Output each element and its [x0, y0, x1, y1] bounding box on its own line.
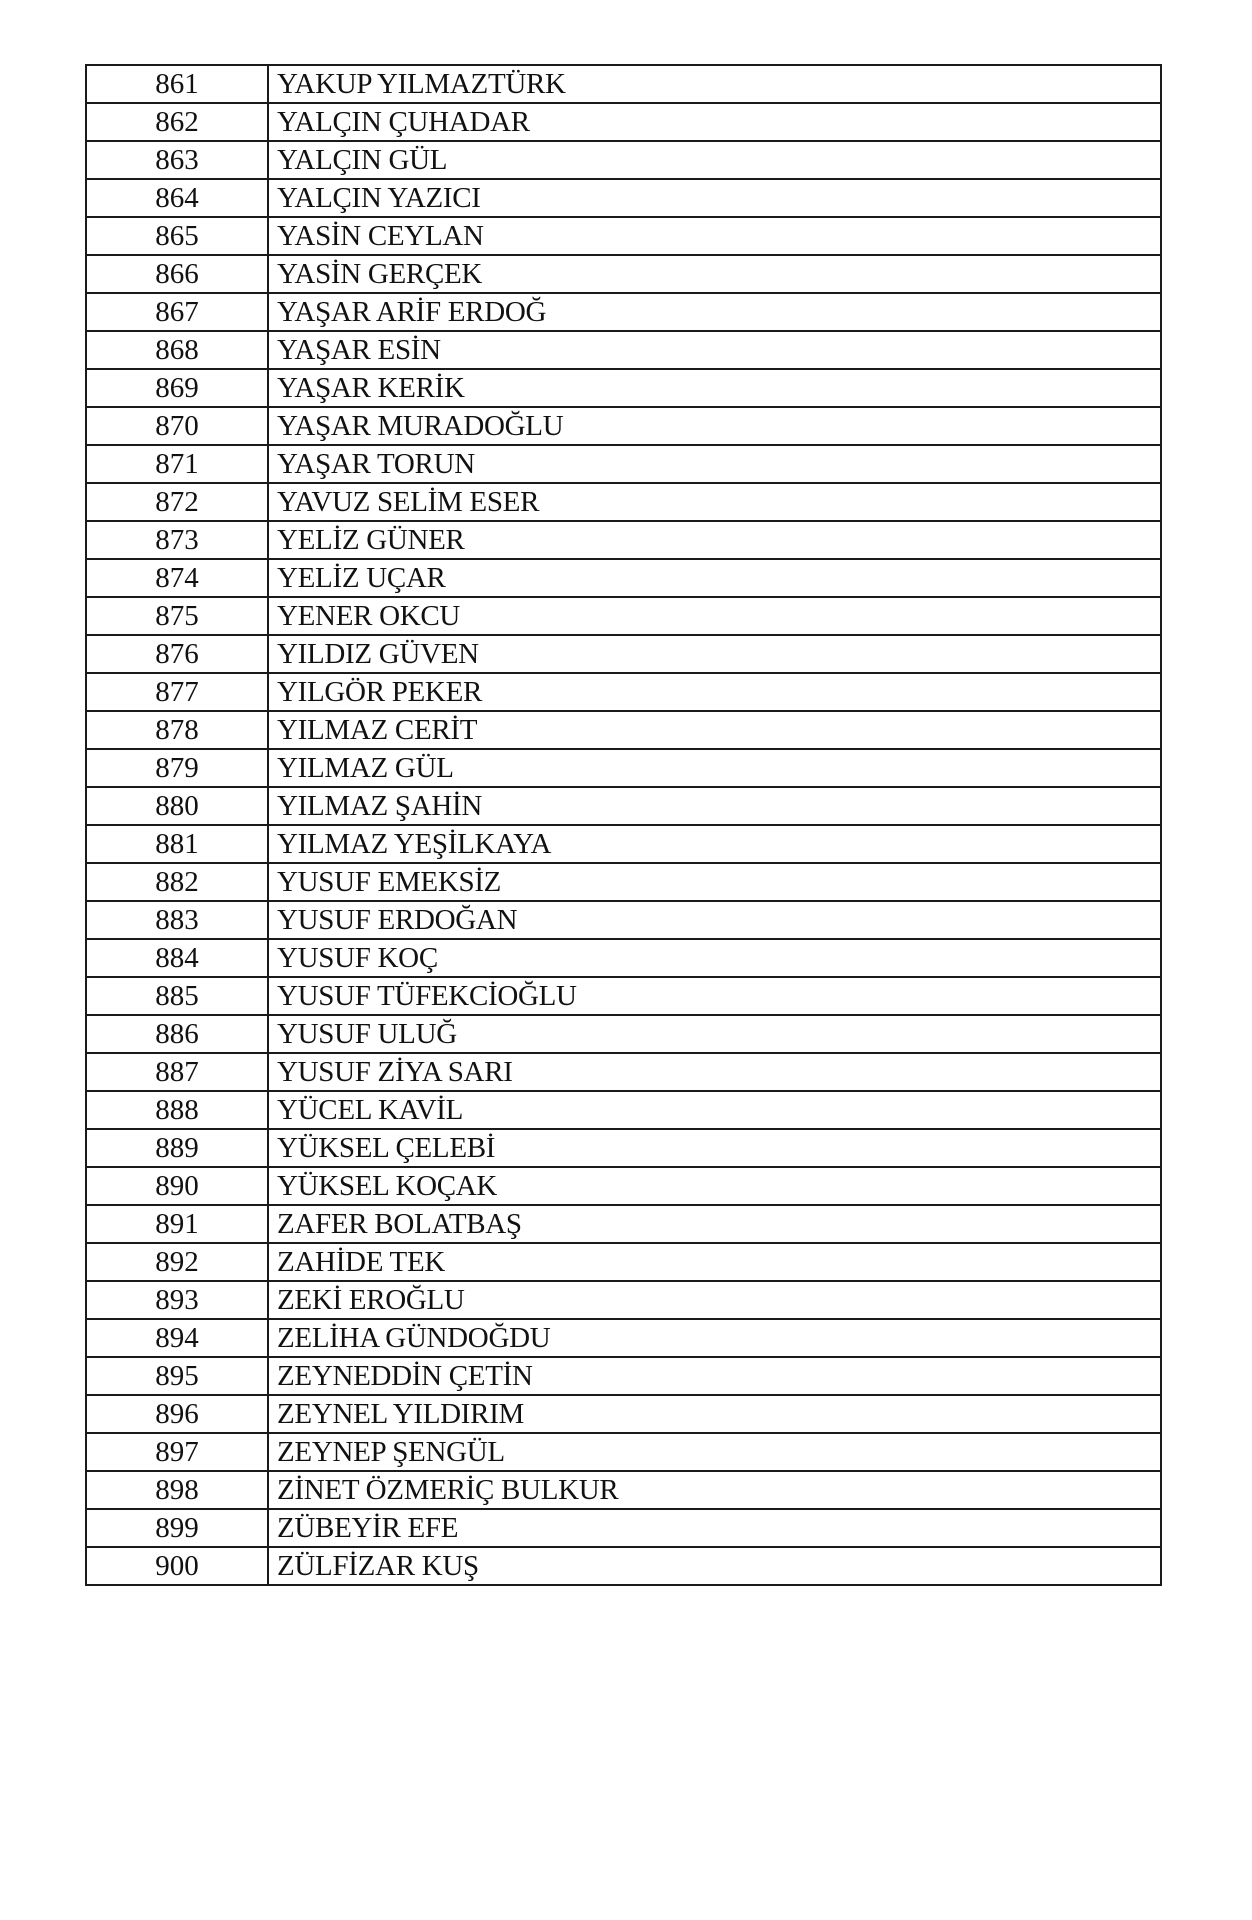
- person-name-cell: ZEYNEL YILDIRIM: [268, 1395, 1161, 1433]
- row-number-cell: 872: [86, 483, 268, 521]
- table-row: [86, 1319, 1161, 1357]
- row-number-cell: 881: [86, 825, 268, 863]
- table-row: [86, 255, 1161, 293]
- table-row: [86, 1243, 1161, 1281]
- person-name-cell: ZEYNEDDİN ÇETİN: [268, 1357, 1161, 1395]
- row-number-cell: 866: [86, 255, 268, 293]
- table-row: [86, 711, 1161, 749]
- row-number-cell: 875: [86, 597, 268, 635]
- table-row: [86, 1471, 1161, 1509]
- table-row: [86, 597, 1161, 635]
- row-number-cell: 877: [86, 673, 268, 711]
- row-number-cell: 869: [86, 369, 268, 407]
- person-name-cell: YUSUF ULUĞ: [268, 1015, 1161, 1053]
- person-name-cell: YAKUP YILMAZTÜRK: [268, 65, 1161, 103]
- person-name-cell: YASİN GERÇEK: [268, 255, 1161, 293]
- person-name-cell: YAŞAR ARİF ERDOĞ: [268, 293, 1161, 331]
- table-row: [86, 1547, 1161, 1585]
- table-row: [86, 65, 1161, 103]
- row-number-cell: 885: [86, 977, 268, 1015]
- person-name-cell: YELİZ UÇAR: [268, 559, 1161, 597]
- person-name-cell: YAŞAR ESİN: [268, 331, 1161, 369]
- person-name-cell: ZÜLFİZAR KUŞ: [268, 1547, 1161, 1585]
- table-row: [86, 559, 1161, 597]
- person-name-cell: ZAHİDE TEK: [268, 1243, 1161, 1281]
- person-name-cell: YAŞAR KERİK: [268, 369, 1161, 407]
- person-name-cell: ZAFER BOLATBAŞ: [268, 1205, 1161, 1243]
- name-list-body: [86, 65, 1161, 1585]
- table-row: [86, 103, 1161, 141]
- table-row: [86, 939, 1161, 977]
- row-number-cell: 863: [86, 141, 268, 179]
- person-name-cell: YAŞAR TORUN: [268, 445, 1161, 483]
- table-row: [86, 1509, 1161, 1547]
- person-name-cell: ZEKİ EROĞLU: [268, 1281, 1161, 1319]
- row-number-cell: 891: [86, 1205, 268, 1243]
- person-name-cell: YAVUZ SELİM ESER: [268, 483, 1161, 521]
- table-row: [86, 1205, 1161, 1243]
- table-row: [86, 369, 1161, 407]
- row-number-cell: 897: [86, 1433, 268, 1471]
- row-number-cell: 879: [86, 749, 268, 787]
- row-number-cell: 865: [86, 217, 268, 255]
- table-row: [86, 1091, 1161, 1129]
- table-row: [86, 673, 1161, 711]
- table-row: [86, 217, 1161, 255]
- table-row: [86, 1395, 1161, 1433]
- person-name-cell: YILMAZ YEŞİLKAYA: [268, 825, 1161, 863]
- row-number-cell: 895: [86, 1357, 268, 1395]
- person-name-cell: YUSUF KOÇ: [268, 939, 1161, 977]
- table-row: [86, 331, 1161, 369]
- row-number-cell: 889: [86, 1129, 268, 1167]
- row-number-cell: 867: [86, 293, 268, 331]
- table-row: [86, 179, 1161, 217]
- row-number-cell: 893: [86, 1281, 268, 1319]
- person-name-cell: ZELİHA GÜNDOĞDU: [268, 1319, 1161, 1357]
- row-number-cell: 898: [86, 1471, 268, 1509]
- table-row: [86, 445, 1161, 483]
- row-number-cell: 861: [86, 65, 268, 103]
- table-row: [86, 1167, 1161, 1205]
- row-number-cell: 874: [86, 559, 268, 597]
- person-name-cell: YELİZ GÜNER: [268, 521, 1161, 559]
- table-row: [86, 749, 1161, 787]
- row-number-cell: 886: [86, 1015, 268, 1053]
- table-row: [86, 901, 1161, 939]
- row-number-cell: 899: [86, 1509, 268, 1547]
- table-row: [86, 407, 1161, 445]
- row-number-cell: 900: [86, 1547, 268, 1585]
- person-name-cell: YUSUF TÜFEKCİOĞLU: [268, 977, 1161, 1015]
- row-number-cell: 873: [86, 521, 268, 559]
- table-row: [86, 1357, 1161, 1395]
- name-list-table: [85, 64, 1162, 1586]
- person-name-cell: YILMAZ ŞAHİN: [268, 787, 1161, 825]
- row-number-cell: 892: [86, 1243, 268, 1281]
- person-name-cell: YÜKSEL ÇELEBİ: [268, 1129, 1161, 1167]
- person-name-cell: YUSUF EMEKSİZ: [268, 863, 1161, 901]
- person-name-cell: YILMAZ CERİT: [268, 711, 1161, 749]
- row-number-cell: 883: [86, 901, 268, 939]
- person-name-cell: YÜCEL KAVİL: [268, 1091, 1161, 1129]
- person-name-cell: YÜKSEL KOÇAK: [268, 1167, 1161, 1205]
- person-name-cell: YILGÖR PEKER: [268, 673, 1161, 711]
- person-name-cell: YASİN CEYLAN: [268, 217, 1161, 255]
- table-row: [86, 293, 1161, 331]
- table-row: [86, 1433, 1161, 1471]
- row-number-cell: 868: [86, 331, 268, 369]
- table-row: [86, 863, 1161, 901]
- person-name-cell: YUSUF ZİYA SARI: [268, 1053, 1161, 1091]
- person-name-cell: YILMAZ GÜL: [268, 749, 1161, 787]
- table-row: [86, 141, 1161, 179]
- person-name-cell: YENER OKCU: [268, 597, 1161, 635]
- person-name-cell: YAŞAR MURADOĞLU: [268, 407, 1161, 445]
- row-number-cell: 862: [86, 103, 268, 141]
- table-row: [86, 635, 1161, 673]
- table-row: [86, 1129, 1161, 1167]
- table-row: [86, 521, 1161, 559]
- table-row: [86, 1015, 1161, 1053]
- row-number-cell: 871: [86, 445, 268, 483]
- row-number-cell: 888: [86, 1091, 268, 1129]
- row-number-cell: 876: [86, 635, 268, 673]
- row-number-cell: 878: [86, 711, 268, 749]
- row-number-cell: 887: [86, 1053, 268, 1091]
- row-number-cell: 864: [86, 179, 268, 217]
- table-row: [86, 977, 1161, 1015]
- person-name-cell: YALÇIN YAZICI: [268, 179, 1161, 217]
- person-name-cell: ZİNET ÖZMERİÇ BULKUR: [268, 1471, 1161, 1509]
- person-name-cell: ZEYNEP ŞENGÜL: [268, 1433, 1161, 1471]
- row-number-cell: 896: [86, 1395, 268, 1433]
- person-name-cell: YUSUF ERDOĞAN: [268, 901, 1161, 939]
- person-name-cell: YILDIZ GÜVEN: [268, 635, 1161, 673]
- row-number-cell: 880: [86, 787, 268, 825]
- row-number-cell: 882: [86, 863, 268, 901]
- person-name-cell: YALÇIN GÜL: [268, 141, 1161, 179]
- row-number-cell: 894: [86, 1319, 268, 1357]
- person-name-cell: ZÜBEYİR EFE: [268, 1509, 1161, 1547]
- table-row: [86, 483, 1161, 521]
- row-number-cell: 890: [86, 1167, 268, 1205]
- row-number-cell: 884: [86, 939, 268, 977]
- table-row: [86, 1053, 1161, 1091]
- table-row: [86, 825, 1161, 863]
- table-row: [86, 1281, 1161, 1319]
- row-number-cell: 870: [86, 407, 268, 445]
- table-row: [86, 787, 1161, 825]
- person-name-cell: YALÇIN ÇUHADAR: [268, 103, 1161, 141]
